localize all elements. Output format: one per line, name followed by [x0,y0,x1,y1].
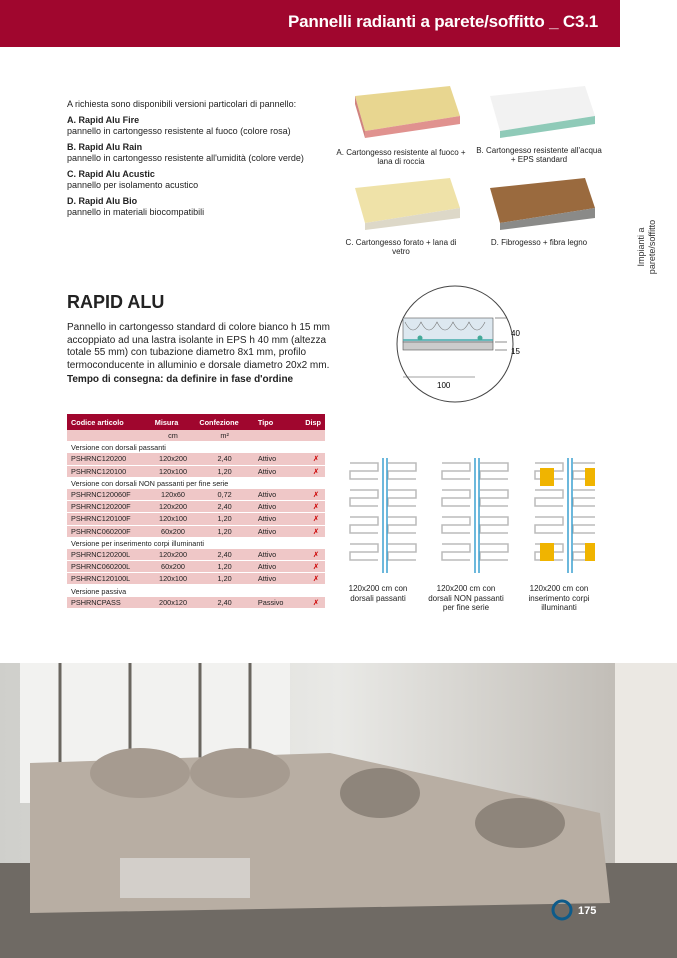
table-row [67,465,325,477]
table-cell: 2,40 [195,453,254,465]
table-cell: PSHRNC120100L [67,573,151,585]
table-cell: ✗ [295,465,325,477]
layout-diagram [350,458,416,573]
group-row [67,537,325,549]
variant-title: B. Rapid Alu Rain [67,141,143,152]
dim-label: 100 [437,381,451,390]
column-header: Misura [151,414,196,430]
table-cell: 60x200 [151,561,196,573]
group-label: Versione con dorsali passanti [71,443,166,453]
table-cell: PSHRNC060200F [67,525,151,537]
table-cell: 120x200 [151,501,196,513]
unit-cell [295,430,325,442]
page-number: 175 [578,905,597,917]
table-cell: 1,20 [195,525,254,537]
table-cell: 2,40 [195,597,254,609]
table-cell: ✗ [295,573,325,585]
table-cell: 120x100 [151,573,196,585]
table-cell: PSHRNC120100 [67,465,151,477]
table-cell: ✗ [295,453,325,465]
variant [67,142,337,165]
table-cell: 0,72 [195,489,254,501]
table-row [67,489,325,501]
group-row [67,585,325,597]
table-row [67,513,325,525]
group-label: Versione passiva [71,586,127,596]
section-title: RAPID ALU [67,292,165,312]
layout-diagram [535,458,595,573]
table-cell: 120x100 [151,513,196,525]
panel-caption: C. Cartongesso forato + lana di vetro [345,238,457,256]
units-row [67,430,325,442]
column-header: Codice articolo [67,414,151,430]
table-cell: ✗ [295,561,325,573]
table-cell: 60x200 [151,525,196,537]
intro [67,99,337,223]
table-row [67,549,325,561]
variant [67,196,337,219]
table-cell: PSHRNC120200 [67,453,151,465]
intro-lead: A richiesta sono disponibili versioni particolari di pannello: [67,99,297,109]
column-header: Tipo [254,414,296,430]
table-cell: 1,20 [195,561,254,573]
layout-diagram [442,458,508,573]
product-table [67,414,325,609]
variant-text: pannello in cartongesso resistente al fuoco (colore rosa) [67,126,291,136]
living-room-photo [0,663,677,958]
unit-cell: m² [195,430,254,442]
table-row [67,525,325,537]
delivery-time: Tempo di consegna: da definire in fase d'ordine [67,374,294,386]
side-label [636,216,658,278]
panel-image-fire [350,86,460,138]
table-cell: Attivo [254,501,296,513]
table-cell: 120x200 [151,549,196,561]
group-row [67,477,325,489]
variant-text: pannello per isolamento acustico [67,180,199,190]
table-cell: 200x120 [151,597,196,609]
table-cell: 2,40 [195,501,254,513]
variant-text: pannello in cartongesso resistente all'umidità (colore verde) [67,153,304,163]
table-cell: PSHRNC120100F [67,513,151,525]
table-cell: ✗ [295,501,325,513]
layout-caption: 120x200 cm con dorsali NON passanti per fine serie [428,584,504,612]
table-row [67,561,325,573]
table-cell: Attivo [254,513,296,525]
dim-label: 15 [511,347,520,356]
section-description [67,322,332,387]
table-cell: PSHRNC120200L [67,549,151,561]
table-cell: PSHRNCPASS [67,597,151,609]
table-cell: Attivo [254,549,296,561]
panel-caption: D. Fibrogesso + fibra legno [490,238,588,247]
variant [67,169,337,192]
table-cell: Attivo [254,573,296,585]
side-label-line: parete/soffitto [647,219,657,275]
section-diagram [395,282,530,412]
table-row [67,453,325,465]
table-cell: Attivo [254,489,296,501]
variant-title: C. Rapid Alu Acustic [67,168,155,179]
table-cell: ✗ [295,549,325,561]
panel-caption: A. Cartongesso resistente al fuoco + lana di roccia [336,148,466,166]
table-cell: 1,20 [195,513,254,525]
table-cell: Attivo [254,561,296,573]
variant-title: A. Rapid Alu Fire [67,114,140,125]
dim-label: 40 [511,329,520,338]
panel-image-rain [485,86,595,138]
table-cell: Attivo [254,453,296,465]
table-cell: PSHRNC060200L [67,561,151,573]
table-cell: 120x100 [151,465,196,477]
table-cell: ✗ [295,489,325,501]
layout-caption: 120x200 cm con inserimento corpi illuminanti [528,584,590,612]
description-text: Pannello in cartongesso standard di colore bianco h 15 mm accoppiato ad una lastra isolante in EPS h 40 mm (altezza totale 55 mm) con tubazione diametro 8x1 mm, profilo termoconducente in alluminio e dorsale diametro 20x2 mm. [67,322,330,371]
table-cell: ✗ [295,513,325,525]
table-cell: Attivo [254,525,296,537]
layout-caption: 120x200 cm con dorsali passanti [348,584,408,603]
table-cell: Passivo [254,597,296,609]
group-label: Versione per inserimento corpi illuminanti [71,538,205,548]
table-header-row [67,414,325,430]
side-label-line: Impianti a [636,227,646,267]
panel-caption: B. Cartongesso resistente all'acqua + EPS standard [476,146,602,164]
column-header: Confezione [195,414,254,430]
unit-cell [67,430,151,442]
table-row [67,501,325,513]
table-cell: 1,20 [195,465,254,477]
table-cell: 120x60 [151,489,196,501]
layout-diagrams [345,458,595,578]
table-cell: PSHRNC120200F [67,501,151,513]
table-cell: 120x200 [151,453,196,465]
table-cell: ✗ [295,525,325,537]
table-cell: PSHRNC120060F [67,489,151,501]
variant [67,115,337,138]
unit-cell: cm [151,430,196,442]
group-label: Versione con dorsali NON passanti per fine serie [71,478,229,488]
page-title: Pannelli radianti a parete/soffitto _ C3.1 [288,12,598,31]
panel-image-bio [485,178,595,230]
unit-cell [254,430,296,442]
table-cell: 2,40 [195,549,254,561]
variant-title: D. Rapid Alu Bio [67,195,138,206]
table-row [67,597,325,609]
table-cell: ✗ [295,597,325,609]
variant-text: pannello in materiali biocompatibili [67,207,205,217]
table-cell: 1,20 [195,573,254,585]
column-header: Disp [295,414,325,430]
panel-image-acustic [350,178,460,230]
header-bar [0,0,620,47]
group-row [67,442,325,454]
table-cell: Attivo [254,465,296,477]
table-row [67,573,325,585]
